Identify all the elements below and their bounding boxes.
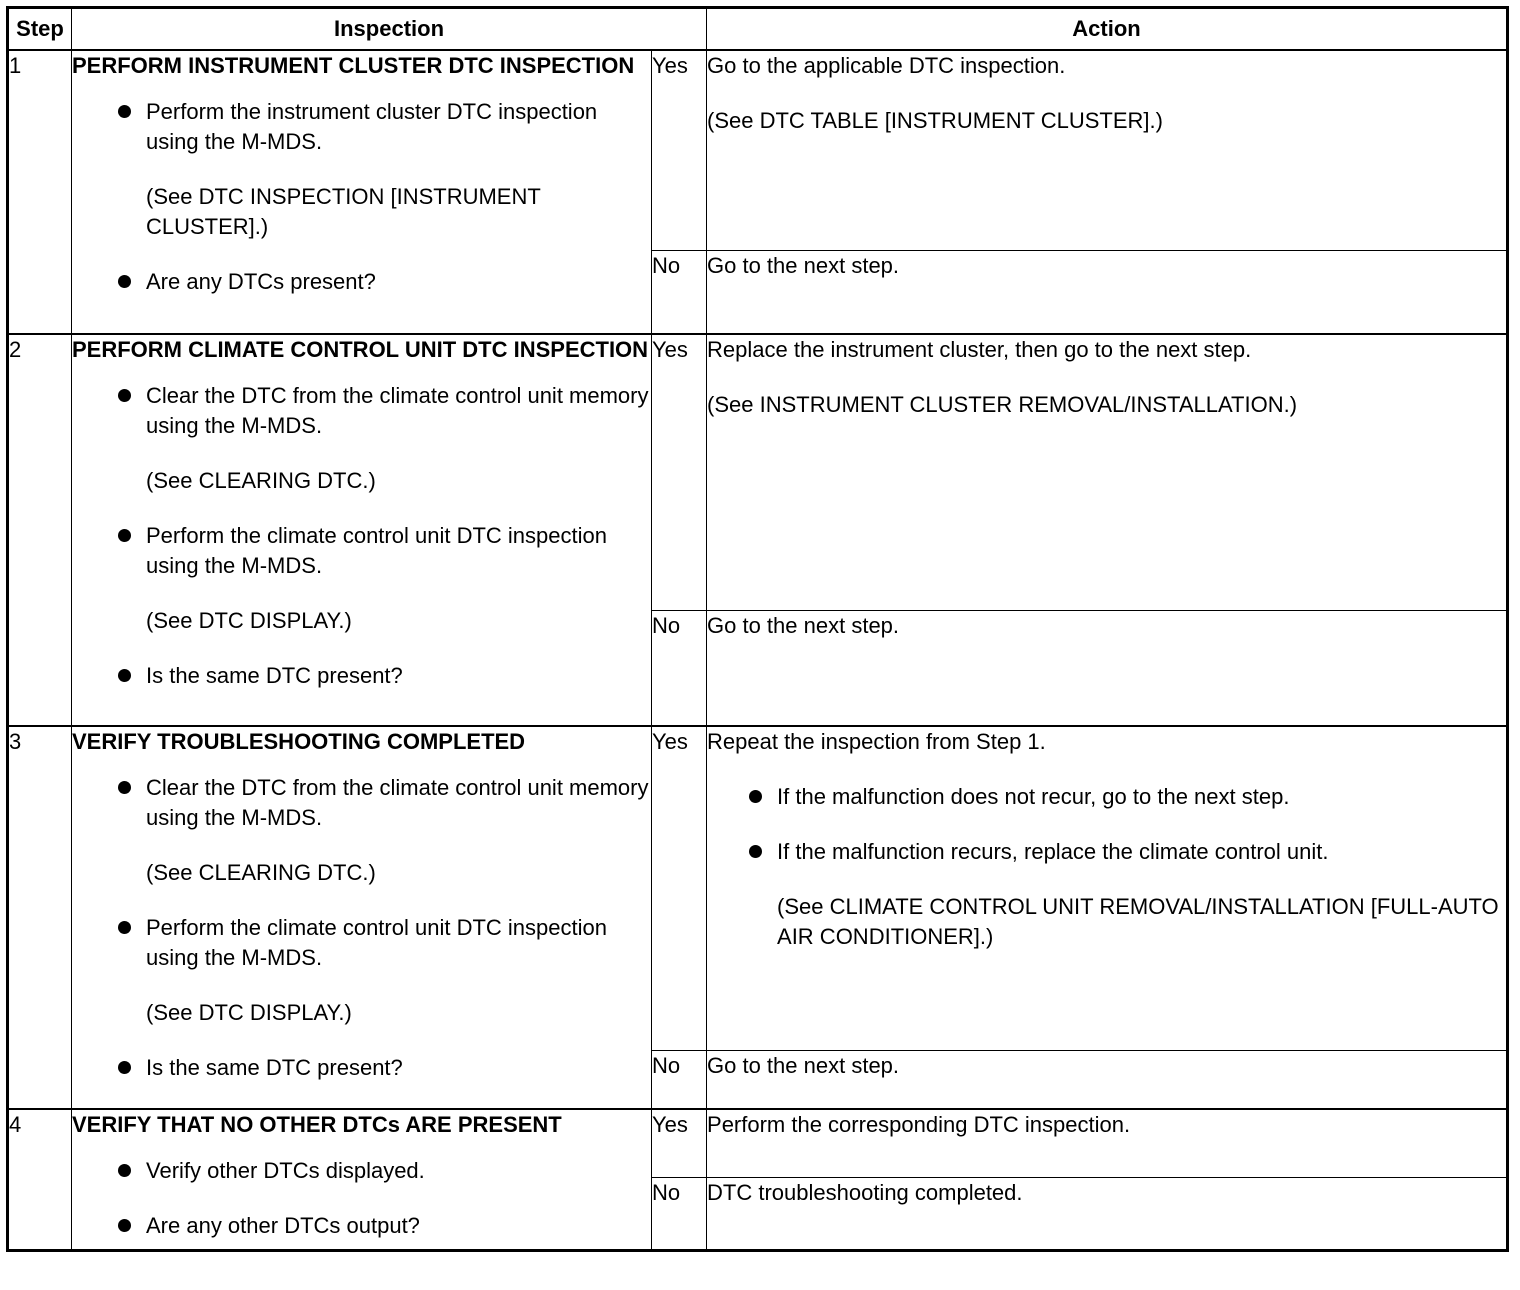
step-number: 4 [8, 1109, 72, 1251]
inspection-bullets [72, 773, 651, 1083]
step-title: PERFORM INSTRUMENT CLUSTER DTC INSPECTION [72, 53, 635, 78]
bullet-text: Is the same DTC present? [146, 663, 403, 688]
bullet-text: Are any DTCs present? [146, 269, 376, 294]
bullet-text: Clear the DTC from the climate control unit memory using the M-MDS. [146, 383, 649, 438]
bullet-text: Perform the climate control unit DTC inspection using the M-MDS. [146, 523, 607, 578]
step-title: PERFORM CLIMATE CONTROL UNIT DTC INSPECTION [72, 337, 649, 362]
bullet-item [118, 1156, 651, 1186]
action-text: DTC troubleshooting completed. [707, 1180, 1023, 1205]
no-action [707, 251, 1508, 335]
bullet-item [118, 267, 651, 297]
bullet-icon [118, 105, 131, 118]
yes-action [707, 50, 1508, 251]
bullet-text: If the malfunction does not recur, go to the next step. [777, 784, 1290, 809]
bullet-icon [749, 845, 762, 858]
action-text: Go to the next step. [707, 253, 900, 278]
action-text: Perform the corresponding DTC inspection. [707, 1112, 1131, 1137]
bullet-text: Is the same DTC present? [146, 1055, 403, 1080]
yes-label: Yes [652, 50, 707, 251]
step-header: Step [8, 8, 72, 51]
reference-link: (See CLIMATE CONTROL UNIT REMOVAL/INSTALLATION [FULL-AUTO AIR CONDITIONER].) [777, 894, 1499, 949]
reference-link: (See INSTRUMENT CLUSTER REMOVAL/INSTALLATION.) [707, 392, 1298, 417]
troubleshooting-table [6, 6, 1509, 1252]
bullet-item [749, 782, 1506, 812]
bullet-item [118, 1053, 651, 1083]
bullet-item [118, 97, 651, 242]
bullet-icon [118, 921, 131, 934]
yes-action [707, 726, 1508, 1050]
bullet-item [118, 773, 651, 888]
yes-label: Yes [652, 1109, 707, 1178]
yes-label: Yes [652, 334, 707, 611]
bullet-icon [118, 529, 131, 542]
step-title: VERIFY THAT NO OTHER DTCs ARE PRESENT [72, 1112, 562, 1137]
bullet-item [749, 837, 1506, 952]
bullet-icon [118, 669, 131, 682]
inspection-cell [72, 50, 652, 334]
inspection-bullets [72, 97, 651, 297]
no-label: No [652, 251, 707, 335]
step-number: 1 [8, 50, 72, 334]
yes-label: Yes [652, 726, 707, 1050]
bullet-item [118, 521, 651, 636]
reference-link: (See DTC DISPLAY.) [146, 608, 352, 633]
no-action [707, 1178, 1508, 1251]
bullet-text: Perform the climate control unit DTC inspection using the M-MDS. [146, 915, 607, 970]
action-text: Go to the next step. [707, 613, 900, 638]
step-2-yes-row [8, 334, 1508, 611]
inspection-bullets [72, 381, 651, 691]
bullet-icon [749, 790, 762, 803]
inspection-cell [72, 334, 652, 726]
no-action [707, 611, 1508, 727]
action-text: Go to the next step. [707, 1052, 900, 1078]
header-row [8, 8, 1508, 51]
step-number: 2 [8, 334, 72, 726]
yes-action [707, 1109, 1508, 1178]
step-title: VERIFY TROUBLESHOOTING COMPLETED [72, 729, 526, 754]
bullet-item [118, 661, 651, 691]
bullet-text: If the malfunction recurs, replace the climate control unit. [777, 839, 1329, 864]
no-label: No [652, 611, 707, 727]
bullet-icon [118, 781, 131, 794]
reference-link: (See DTC DISPLAY.) [146, 1000, 352, 1025]
bullet-item [118, 1211, 651, 1241]
action-bullets [707, 782, 1506, 952]
reference-link: (See CLEARING DTC.) [146, 468, 376, 493]
action-text: Go to the applicable DTC inspection. [707, 53, 1066, 78]
bullet-text: Perform the instrument cluster DTC inspection using the M-MDS. [146, 99, 598, 154]
bullet-text: Verify other DTCs displayed. [146, 1158, 425, 1183]
reference-link: (See DTC TABLE [INSTRUMENT CLUSTER].) [707, 108, 1163, 133]
step-4-yes-row [8, 1109, 1508, 1178]
action-text: Repeat the inspection from Step 1. [707, 729, 1046, 754]
action-header: Action [707, 8, 1508, 51]
bullet-text: Are any other DTCs output? [146, 1213, 420, 1238]
yes-action [707, 334, 1508, 611]
bullet-icon [118, 389, 131, 402]
inspection-cell [72, 726, 652, 1109]
bullet-text: Clear the DTC from the climate control unit memory using the M-MDS. [146, 775, 649, 830]
bullet-icon [118, 275, 131, 288]
action-text: Replace the instrument cluster, then go to the next step. [707, 337, 1252, 362]
no-label: No [652, 1178, 707, 1251]
bullet-item [118, 913, 651, 1028]
step-3-yes-row [8, 726, 1508, 1050]
reference-link: (See DTC INSPECTION [INSTRUMENT CLUSTER].) [146, 184, 541, 239]
bullet-item [118, 381, 651, 496]
bullet-icon [118, 1164, 131, 1177]
bullet-icon [118, 1061, 131, 1074]
no-label: No [652, 1050, 707, 1109]
inspection-cell [72, 1109, 652, 1251]
reference-link: (See CLEARING DTC.) [146, 860, 376, 885]
bullet-icon [118, 1219, 131, 1232]
no-action [707, 1050, 1508, 1109]
step-number: 3 [8, 726, 72, 1109]
inspection-header: Inspection [72, 8, 707, 51]
inspection-bullets [72, 1156, 651, 1241]
step-1-yes-row [8, 50, 1508, 251]
